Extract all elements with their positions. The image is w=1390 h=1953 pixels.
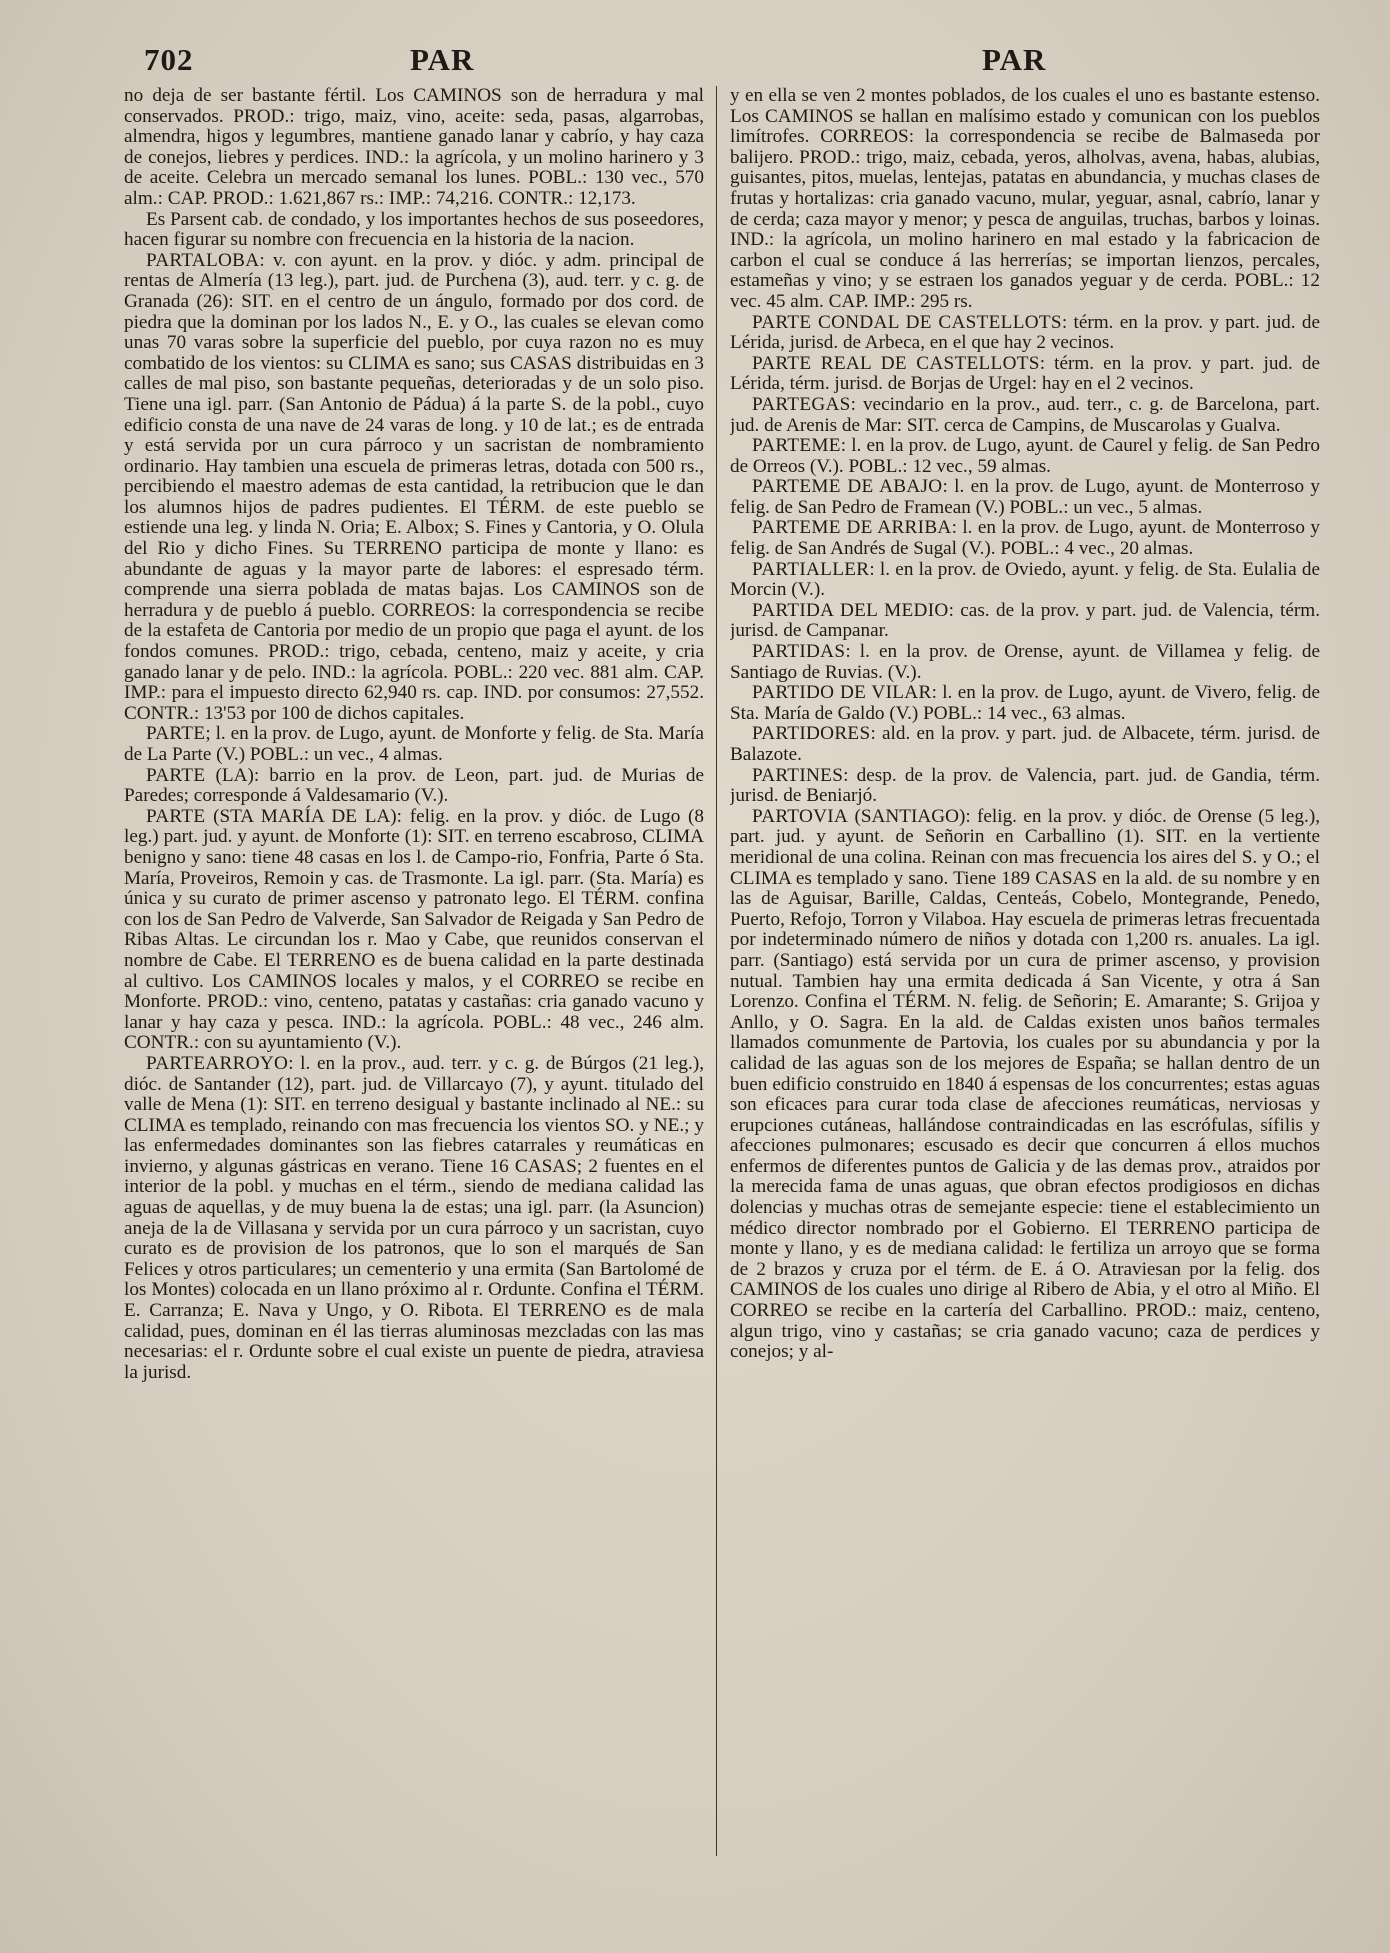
entry-headword: PARTEARROYO <box>146 1052 289 1074</box>
entry-partegas: PARTEGAS: vecindario en la prov., aud. terr., c. g. de Barcelona, part. jud. de Arenis de Mar: SIT. cerca de Campins, de Muscarolas y Gualva. <box>730 393 1320 436</box>
entry-headword: PARTE CONDAL DE CASTELLOTS <box>752 311 1062 333</box>
entry-headword: PARTOVIA <box>752 805 849 827</box>
page-header <box>140 42 1320 82</box>
page-number: 702 <box>144 42 194 77</box>
entry-parte-la: PARTE (LA): barrio en la prov. de Leon, part. jud. de Murias de Paredes; corresponde á Valdesamario (V.). <box>124 764 704 807</box>
entry-headword: PARTIALLER <box>752 558 870 580</box>
entry-partidas: PARTIDAS: l. en la prov. de Orense, ayunt. de Villamea y felig. de Santiago de Ruvias. (V.). <box>730 641 1320 683</box>
column-divider <box>716 86 717 1856</box>
entry-headword: PARTEME DE ARRIBA <box>752 517 952 539</box>
entry-parteme-de-abajo: PARTEME DE ABAJO: l. en la prov. de Lugo, ayunt. de Monterroso y felig. de San Pedro de Framean (V.) POBL.: un vec., 5 almas. <box>730 476 1320 518</box>
entry-parteme: PARTEME: l. en la prov. de Lugo, ayunt. de Caurel y felig. de San Pedro de Orreos (V.). POBL.: 12 vec., 59 almas. <box>730 435 1320 477</box>
entry-parte-sta-maria: PARTE (STA MARÍA DE LA): felig. en la prov. y dióc. de Lugo (8 leg.) part. jud. y ayunt. de Monforte (1): SIT. en terreno escabroso, CLIMA benigno y sano: tiene 48 casas en los l. de Campo-rio, Fonfria, Parte ó Sta. María, Proveiros, Remoin y cas. de Trasmonte. La igl. parr. (Sta. María) es única y su curato de primer ascenso y patronato lego. El TÉRM. confina con los de San Pedro de Valverde, San Salvador de Reigada y San Pedro de Ribas Altas. Le circundan los r. Mao y Cabe, que reunidos conservan el nombre de Cabe. El TERRENO es de buena calidad en la parte destinada al cultivo. Los CAMINOS locales y malos, y el CORREO se recibe en Monforte. PROD.: vino, centeno, patatas y castañas: cria ganado vacuno y lanar y hay caza y pesca. IND.: la agrícola. POBL.: 48 vec., 246 alm. CONTR.: con su ayuntamiento (V.). <box>124 805 704 1054</box>
entry-headword: PARTIDAS <box>752 641 846 663</box>
entry-headword: PARTEGAS <box>752 393 851 415</box>
entry-headword: PARTE REAL DE CASTELLOTS <box>752 352 1040 374</box>
entry-headword: PARTINES <box>752 764 844 786</box>
entry-partida-del-medio: PARTIDA DEL MEDIO: cas. de la prov. y part. jud. de Valencia, térm. jurisd. de Campanar. <box>730 599 1320 642</box>
entry-headword: PARTIDORES <box>752 723 871 745</box>
entry-partearroyo: PARTEARROYO: l. en la prov., aud. terr. y c. g. de Búrgos (21 leg.), dióc. de Santander (12), part. jud. de Villarcayo (7), y ayunt. titulado del valle de Mena (1): SIT. en terreno desigual y bastante inclinado al NE.: su CLIMA es templado, reinando con mas frecuencia los vientos SO. y NE.; y las enfermedades dominantes son las fiebres catarrales y reumáticas en invierno, y algunas gástricas en verano. Tiene 16 CASAS; 2 fuentes en el interior de la pobl. y muchas en el térm., siendo de mediana calidad las aguas de aquellas, y de muy buena la de estas; una igl. parr. (la Asuncion) aneja de la de Villasana y servida por un cura párroco y un sacristan, cuyo curato es de provision de los patronos, que lo son el marqués de San Felices y otros particulares; un cementerio y una ermita (San Bartolomé de los Montes) colocada en un llano próximo al r. Ordunte. Confina el TÉRM. E. Carranza; E. Nava y Ungo, y O. Ribota. El TERRENO es de mala calidad, pues, dominan en él las tierras aluminosas mezcladas con las mas necesarias: el r. Ordunte sobre el cual existe un puente de piedra, atraviesa la jurisd. <box>124 1052 704 1383</box>
entry-partialler: PARTIALLER: l. en la prov. de Oviedo, ayunt. y felig. de Sta. Eulalia de Morcin (V.). <box>730 558 1320 601</box>
right-column <box>730 86 1320 1866</box>
entry-headword: PARTIDA DEL MEDIO <box>752 599 949 621</box>
entry-continuation: no deja de ser bastante fértil. Los CAMINOS son de herradura y mal conservados. PROD.: trigo, maiz, vino, aceite: seda, pasas, algarrobas, almendra, higos y legumbres, mantiene ganado lanar y cabrío, y hay caza de conejos, liebres y perdices. IND.: la agrícola, y un molino harinero y 3 de aceite. Celebra un mercado semanal los lunes. POBL.: 130 vec., 570 alm.: CAP. PROD.: 1.621,867 rs.: IMP.: 74,216. CONTR.: 12,173. <box>124 86 704 209</box>
entry-partovia: PARTOVIA (SANTIAGO): felig. en la prov. y dióc. de Orense (5 leg.), part. jud. y ayunt. de Señorin en Carballino (1). SIT. en la vertiente meridional de una colina. Reinan con mas frecuencia los aires del S. y O.; el CLIMA es templado y sano. Tiene 189 CASAS en la ald. de su nombre y en las de Aguisar, Barille, Caldas, Centeás, Cobelo, Montegrande, Penedo, Puerto, Refojo, Torron y Vilaboa. Hay escuela de primeras letras frecuentada por indeterminado número de niños y dotada con 1,200 rs. anuales. La igl. parr. (Santiago) está servida por un cura de primer ascenso, y provision nutual. Tambien hay una ermita dedicada á San Vicente, y otra á San Lorenzo. Confina el TÉRM. N. felig. de Señorin; E. Amarante; S. Grijoa y Anllo, y O. Sagra. En la ald. de Caldas existen unos baños termales llamados comunmente de Partovia, los cuales por su abundancia y por la calidad de las aguas son de los mejores de España; se hallan dentro de un buen edificio construido en 1840 á espensas de los concurrentes; estas aguas son eficaces para curar toda clase de afecciones reumáticas, nerviosas y erupciones cutáneas, hallándose contraindicadas en las escrófulas, sífilis y afecciones pulmonares; escusado es decir que concurren á ellos muchos enfermos de diferentes puntos de Galicia y de las demas prov., atraidos por la merecida fama de unas aguas, que obran efectos prodigiosos en dichas dolencias y muchas otras de semejante especie: tiene el establecimiento un médico director nombrado por el Gobierno. El TERRENO participa de monte y llano, y es de mediana calidad: le fertiliza un arroyo que se forma de 2 brazos y cruza por el térm. de E. á O. Atraviesan por la felig. dos CAMINOS de los cuales uno dirige al Ribero de Abia, y el otro al Miño. El CORREO se recibe en la cartería del Carballino. PROD.: maiz, centeno, algun trigo, vino y castañas; se cria ganado vacuno; caza de perdices y conejos; y al- <box>730 805 1320 1363</box>
entry-headword: PARTE <box>146 723 206 745</box>
entry-parte-condal: PARTE CONDAL DE CASTELLOTS: térm. en la prov. y part. jud. de Lérida, jurisd. de Arbeca, en el que hay 2 vecinos. <box>730 311 1320 354</box>
left-running-title: PAR <box>410 42 475 77</box>
entry-headword: PARTEME DE ABAJO <box>752 476 943 498</box>
entry-continuation: y en ella se ven 2 montes poblados, de los cuales el uno es bastante estenso. Los CAMINOS se hallan en malísimo estado y comunican con los pueblos limítrofes. CORREOS: la correspondencia se recibe de Balmaseda por balijero. PROD.: trigo, maiz, cebada, yeros, alholvas, avena, habas, alubias, guisantes, pitos, muelas, lentejas, patatas en abundancia, y muchas clases de frutas y hortalizas: cria ganado vacuno, mular, yeguar, asnal, cabrío, lanar y de cerda; caza mayor y menor; y pesca de anguilas, truchas, barbos y loinas. IND.: la agrícola, un molino harinero en mal estado y la fabricacion de carbon el cual se conduce á las herrerías; se importan lienzos, percales, estameñas y vino; y se estraen los ganados yeguar y de cerda. POBL.: 12 vec. 45 alm. CAP. IMP.: 295 rs. <box>730 86 1320 312</box>
entry-headword: PARTEME <box>752 435 841 457</box>
right-running-title: PAR <box>982 42 1047 77</box>
entry-partidores: PARTIDORES: ald. en la prov. y part. jud. de Albacete, térm. jurisd. de Balazote. <box>730 723 1320 765</box>
entry-paragraph: Es Parsent cab. de condado, y los importantes hechos de sus poseedores, hacen figurar su nombre con frecuencia en la historia de la nacion. <box>124 208 704 251</box>
entry-headword: PARTALOBA <box>146 249 260 271</box>
entry-parte: PARTE; l. en la prov. de Lugo, ayunt. de Monforte y felig. de Sta. María de La Parte (V.) POBL.: un vec., 4 almas. <box>124 723 704 765</box>
entry-headword: PARTIDO DE VILAR <box>752 682 932 704</box>
entry-parte-real: PARTE REAL DE CASTELLOTS: térm. en la prov. y part. jud. de Lérida, térm. jurisd. de Borjas de Urgel: hay en el 2 vecinos. <box>730 352 1320 395</box>
entry-headword: PARTE <box>146 805 206 827</box>
entry-partido-de-vilar: PARTIDO DE VILAR: l. en la prov. de Lugo, ayunt. de Vivero, felig. de Sta. María de Galdo (V.) POBL.: 14 vec., 63 almas. <box>730 682 1320 724</box>
entry-parteme-de-arriba: PARTEME DE ARRIBA: l. en la prov. de Lugo, ayunt. de Monterroso y felig. de San Andrés de Sugal (V.). POBL.: 4 vec., 20 almas. <box>730 517 1320 560</box>
left-column <box>124 86 704 1866</box>
entry-partines: PARTINES: desp. de la prov. de Valencia, part. jud. de Gandia, térm. jurisd. de Beniarjó. <box>730 764 1320 807</box>
entry-partaloba: PARTALOBA: v. con ayunt. en la prov. y dióc. y adm. principal de rentas de Almería (13 leg.), part. jud. de Purchena (3), aud. terr. y c. g. de Granada (26): SIT. en el centro de un ángulo, formado por dos cord. de piedra que la dominan por los lados N., E. y O., las cuales se elevan como unas 70 varas sobre la superficie del pueblo, por cuya razon no es muy combatido de los vientos: su CLIMA es sano; sus CASAS distribuidas en 3 calles de mal piso, son bastante pequeñas, deterioradas y de un solo piso. Tiene una igl. parr. (San Antonio de Pádua) á la parte S. de la pobl., cuyo edificio consta de una nave de 24 varas de long. y 10 de lat.; es de entrada y está servida por un cura párroco y un sacristan de nombramiento ordinario. Hay tambien una escuela de primeras letras, dotada con 500 rs., percibiendo el maestro ademas de esta cantidad, la retribucion que le dan los alumnos hijos de padres pudientes. El TÉRM. de este pueblo se estiende una leg. y linda N. Oria; E. Albox; S. Fines y Cantoria, y O. Olula del Rio y dicho Fines. Su TERRENO participa de monte y llano: es abundante de aguas y la mayor parte de labores: el espresado térm. comprende una sierra poblada de matas bajas. Los CAMINOS son de herradura y de pueblo á pueblo. CORREOS: la correspondencia se recibe de la estafeta de Cantoria por medio de un propio que paga el ayunt. de los fondos comunes. PROD.: trigo, cebada, centeno, maiz y aceite, y cria ganado lanar y de pelo. IND.: la agrícola. POBL.: 220 vec. 881 alm. CAP. IMP.: para el impuesto directo 62,940 rs. cap. IND. por consumos: 27,552. CONTR.: 13'53 por 100 de dichos capitales. <box>124 249 704 724</box>
entry-headword: PARTE <box>146 764 206 786</box>
